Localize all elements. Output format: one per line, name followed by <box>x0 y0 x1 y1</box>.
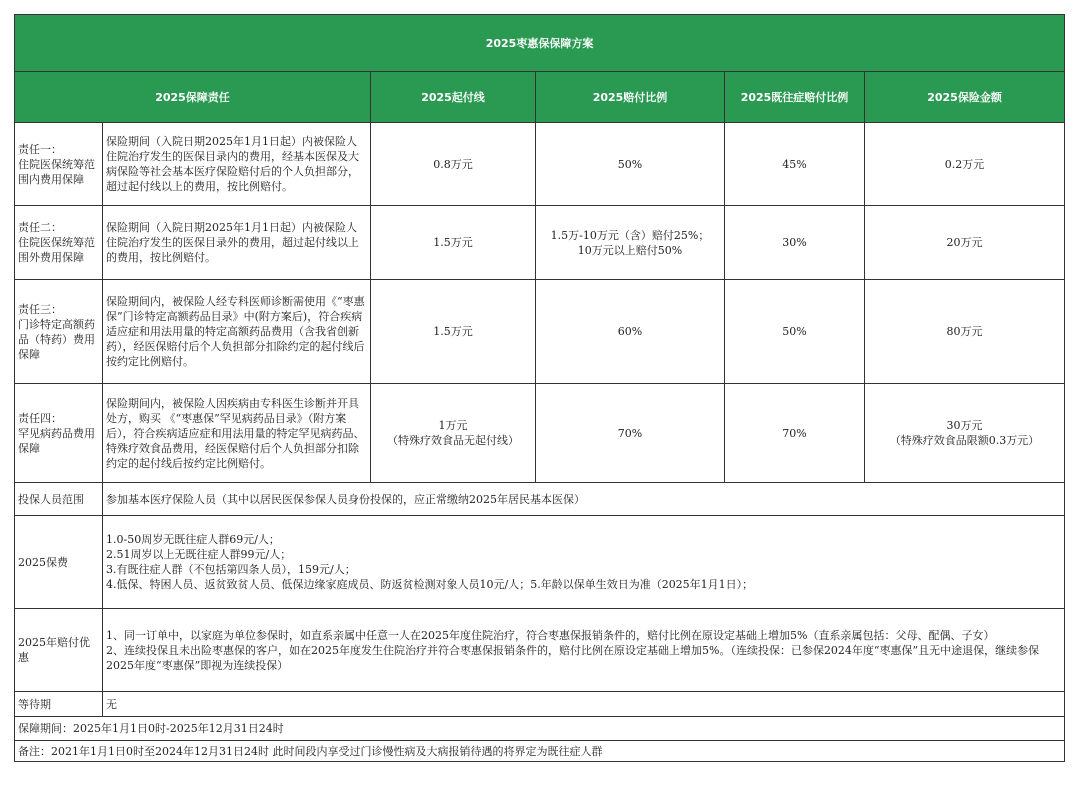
amount-value: 30万元 （特殊疗效食品限额0.3万元） <box>865 384 1065 483</box>
table-row <box>15 206 1065 280</box>
coverage-period: 保障期间：2025年1月1日0时-2025年12月31日24时 <box>15 717 1065 741</box>
preexisting-ratio-value: 70% <box>725 384 865 483</box>
responsibility-description: 保险期间内，被保险人因疾病由专科医生诊断并开具处方，购买 《“枣惠保”罕见病药品目录》（附方案后），符合疾病适应症和用法用量的特定罕见病药品、特殊疗效食品费用，经医保赔付后个人负担部分扣除约定的起付线后按约定比例赔付。 <box>103 384 371 483</box>
ratio-value: 50% <box>536 123 725 206</box>
amount-value: 20万元 <box>865 206 1065 280</box>
header-amount: 2025保险金额 <box>865 72 1065 123</box>
discount-line: 1、同一订单中，以家庭为单位参保时，如直系亲属中任意一人在2025年度住院治疗，符合枣惠保报销条件的，赔付比例在原设定基础上增加5%（直系亲属包括：父母、配偶、子女） <box>106 628 995 642</box>
deductible-value: 1万元 （特殊疗效食品无起付线） <box>371 384 536 483</box>
discount-row <box>15 609 1065 692</box>
premium-line: 1.0-50周岁无既往症人群69元/人； <box>106 533 280 546</box>
plan-title: 2025枣惠保保障方案 <box>15 15 1065 72</box>
responsibility-description: 保险期间（入院日期2025年1月1日起）内被保险人住院治疗发生的医保目录内的费用，经基本医保及大病保险等社会基本医疗保险赔付后的个人负担部分，超过起付线以上的费用，按比例赔付。 <box>103 123 371 206</box>
premium-line: 2.51周岁以上无既往症人群99元/人； <box>106 548 292 561</box>
insured-row <box>15 483 1065 516</box>
premium-details <box>103 516 1065 609</box>
responsibility-name: 责任三： 门诊特定高额药品（特药）费用保障 <box>15 280 103 384</box>
coverage-plan-table <box>14 14 1065 762</box>
responsibility-description: 保险期间内，被保险人经专科医师诊断需使用《“枣惠保”门诊特定高额药品目录》中(附方案后)，符合疾病适应症和用法用量的特定高额药品费用（含我省创新药），经医保赔付后个人负担部分扣除约定的起付线后按约定比例赔付。 <box>103 280 371 384</box>
waiting-label: 等待期 <box>15 692 103 717</box>
header-responsibility: 2025保障责任 <box>15 72 371 123</box>
discount-label: 2025年赔付优惠 <box>15 609 103 692</box>
responsibility-name: 责任四： 罕见病药品费用保障 <box>15 384 103 483</box>
premium-line: 4.低保、特困人员、返贫致贫人员、低保边缘家庭成员、防返贫检测对象人员10元/人；5.年龄以保单生效日为准（2025年1月1日）； <box>106 578 754 591</box>
responsibility-name: 责任一： 住院医保统筹范围内费用保障 <box>15 123 103 206</box>
deductible-value: 0.8万元 <box>371 123 536 206</box>
ratio-value: 70% <box>536 384 725 483</box>
ratio-value: 60% <box>536 280 725 384</box>
waiting-value: 无 <box>103 692 1065 717</box>
premium-line: 3.有既往症人群（不包括第四条人员），159元/人； <box>106 563 356 576</box>
deductible-value: 1.5万元 <box>371 206 536 280</box>
header-deductible: 2025起付线 <box>371 72 536 123</box>
table-row <box>15 280 1065 384</box>
deductible-value: 1.5万元 <box>371 280 536 384</box>
table-row <box>15 384 1065 483</box>
ratio-value: 1.5万-10万元（含）赔付25%； 10万元以上赔付50% <box>536 206 725 280</box>
premium-row <box>15 516 1065 609</box>
responsibility-description: 保险期间（入院日期2025年1月1日起）内被保险人住院治疗发生的医保目录外的费用，超过起付线以上的费用，按比例赔付。 <box>103 206 371 280</box>
preexisting-ratio-value: 50% <box>725 280 865 384</box>
premium-label: 2025保费 <box>15 516 103 609</box>
period-row <box>15 717 1065 741</box>
header-preexisting-ratio: 2025既往症赔付比例 <box>725 72 865 123</box>
discount-line: 2、连续投保且未出险枣惠保的客户，如在2025年度发生住院治疗并符合枣惠保报销条件的，赔付比例在原设定基础上增加5%。（连续投保：已参保2024年度“枣惠保”且无中途退保，继续参保2025年度“枣惠保”即视为连续投保） <box>106 643 1040 672</box>
remark-note: 备注：2021年1月1日0时至2024年12月31日24时 此时间段内享受过门诊慢性病及大病报销待遇的将界定为既往症人群 <box>15 741 1065 762</box>
discount-details <box>103 609 1065 692</box>
insured-value: 参加基本医疗保险人员（其中以居民医保参保人员身份投保的，应正常缴纳2025年居民基本医保） <box>103 483 1065 516</box>
responsibility-name: 责任二： 住院医保统筹范围外费用保障 <box>15 206 103 280</box>
amount-value: 0.2万元 <box>865 123 1065 206</box>
note-row <box>15 741 1065 762</box>
amount-value: 80万元 <box>865 280 1065 384</box>
preexisting-ratio-value: 30% <box>725 206 865 280</box>
waiting-row <box>15 692 1065 717</box>
preexisting-ratio-value: 45% <box>725 123 865 206</box>
insured-label: 投保人员范围 <box>15 483 103 516</box>
table-row <box>15 123 1065 206</box>
header-ratio: 2025赔付比例 <box>536 72 725 123</box>
